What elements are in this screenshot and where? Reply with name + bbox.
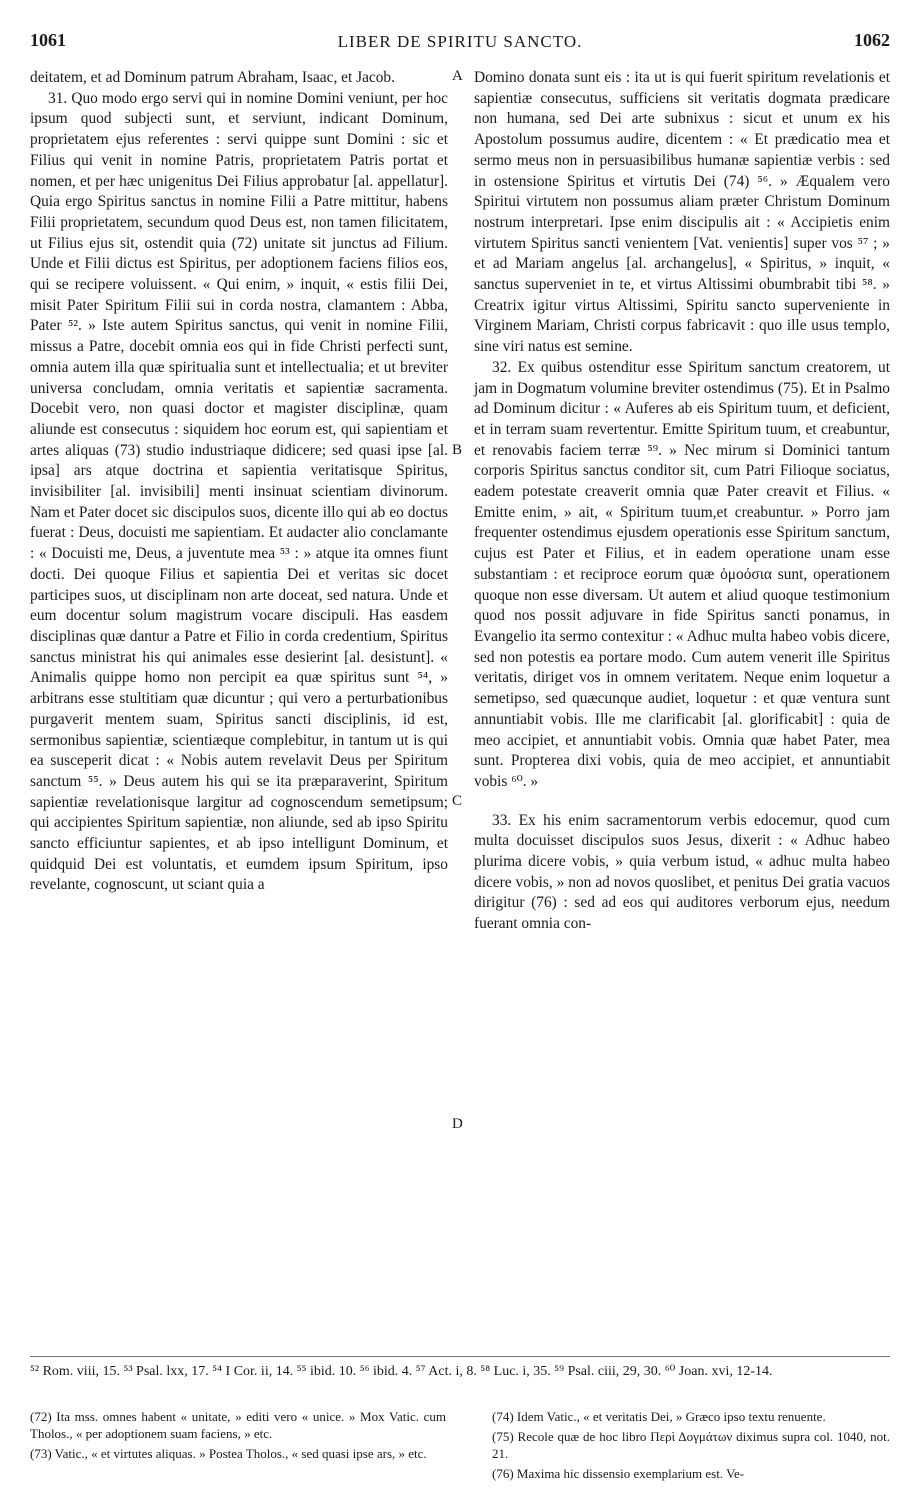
section-marker-a: A [452, 68, 463, 84]
paragraph-33: 33. Ex his enim sacramentorum verbis edocemur, quod cum multa docuisset discipulos suos Jesus, dixerit : « Adhuc habeo plurima dicere vobis, » quia verbum istud, « adhuc multa habeo dicere vobis, » non ad novos quoslibet, et penitus Dei gratia vacuos dirigitur (76) : sed ad eos qui auditores verborum ejus, needum fuerant omnia con- [474, 811, 890, 933]
footnote-divider [30, 1356, 890, 1357]
footnote-75: (75) Recole quæ de hoc libro Περὶ Δογμάτων diximus supra col. 1040, not. 21. [492, 1429, 890, 1461]
section-marker-b: B [452, 442, 463, 458]
left-text-column [30, 68, 448, 896]
right-column-number: 1062 [854, 30, 890, 50]
paragraph-31: 31. Quo modo ergo servi qui in nomine Domini veniunt, per hoc ipsum quod subjecti sunt, et serviunt, indicant Dominum, proprietatem ejus referentes : servi quippe sunt Domini : sic et Filius qui venit in nomine Patris, proprietatem Patris portat et nomen, et per hæc unigenitus Dei Filius approbatur [al. appellatur]. Quia ergo Spiritus sanctus in nomine Filii a Patre mittitur, habens Filii proprietatem, secundum quod Deus est, non tamen filicitatem, ut Filius ejus sit, ostendit quia (72) unitate sit junctus ad Filium. Unde et Filii dictus est Spiritus, per adoptionem faciens filios eos, qui se recipere voluissent. « Qui enim, » inquit, « estis filii Dei, misit Pater Spiritum Filii sui in corda nostra, clamantem : Abba, Pater ⁵². » Iste autem Spiritus sanctus, qui venit in nomine Filii, missus a Patre, docebit omnia eos qui in fide Christi perfecti sunt, omnia autem illa quæ spiritualia sunt et intellectualia; et ut breviter universa concludam, omnia veritatis et sapientiæ sacramenta. Docebit vero, non quasi doctor et magister disciplinæ, quam aliunde est consecutus : siquidem hoc eorum est, qui sapientiam et artes aliquas (73) studio industriaque didicere; sed quasi ipse [al. ipsa] ars atque doctrina et sapientia veritatisque Spiritus, invisibiliter [al. invisibili] menti insinuat scientiam divinorum. Nam et Pater docet sic discipulos suos, dicente illo qui ab eo doctus fuerat : Deus, docuisti me sapientiam. Et audacter alio conclamante : « Docuisti me, Deus, a juventute mea ⁵³ : » atque ita omnes fiunt docti. Dei quoque Filius et sapientia Dei et veritas sic docet participes suos, ut disciplinam non arte doceat, sed natura. Unde et eum docentur solum magistrum vocare discipuli. Has easdem disciplinas quæ dantur a Patre et Filio in corda credentium, Spiritus sanctus ministrat his qui animales esse desierint [al. desistunt]. « Animalis quippe homo non percipit ea quæ spiritus sunt ⁵⁴, » arbitrans esse stultitiam quæ dicuntur ; qui vero a perturbationibus purgaverit mentem suam, Spiritus sancti disciplinis, id est, sermonibus sapientiæ, scientiæque complebitur, in tantum ut is qui ea susceperit dicat : « Nobis autem revelavit Deus per Spiritum sanctum ⁵⁵. » Deus autem his qui se ita præparaverint, Spiritum sapientiæ revelationisque largitur ad cognoscendum semetipsum; qui accipientes Spiritum sapientiæ, non aliunde, sed ab ipso Spiritu sancto efficiuntur sapientes, et ab ipso intelligunt Dominum, et quidquid Dei est voluntatis, et eumdem ipsum Spiritum, ipso revelante, cognoscunt, ut sciant quia a [30, 89, 448, 894]
footnote-73: (73) Vatic., « et virtutes aliquas. » Postea Tholos., « sed quasi ipse ars, » etc. [30, 1446, 427, 1461]
scripture-references: ⁵² Rom. viii, 15. ⁵³ Psal. lxx, 17. ⁵⁴ I Cor. ii, 14. ⁵⁵ ibid. 10. ⁵⁶ ibid. 4. ⁵⁷ Act. i, 8. ⁵⁸ Luc. i, 35. ⁵⁹ Psal. ciii, 29, 30. ⁶⁰ Joan. xvi, 12-14. [30, 1364, 773, 1379]
page-header [30, 30, 890, 60]
right-text-column [474, 68, 890, 935]
footnotes-right [492, 1408, 890, 1485]
left-column-number: 1061 [30, 30, 66, 50]
running-title: LIBER DE SPIRITU SANCTO. [337, 32, 583, 51]
section-marker-d: D [452, 1116, 463, 1132]
paragraph-continuation: deitatem, et ad Dominum patrum Abraham, Isaac, et Jacob. [30, 69, 395, 86]
footnote-74: (74) Idem Vatic., « et veritatis Dei, » Græco ipso textu renuente. [492, 1409, 826, 1424]
paragraph-32: 32. Ex quibus ostenditur esse Spiritum sanctum creatorem, ut jam in Dogmatum volumine breviter ostendimus (75). Et in Psalmo ad Dominum dicitur : « Auferes ab eis Spiritum tuum, et deficient, et in terram suam revertentur. Emitte Spiritum tuum, et creabuntur, et renovabis faciem terræ ⁵⁹. » Nec mirum si Dominici tantum corporis Spiritus sanctus conditor sit, cum Patri Filioque sociatus, eadem potestate creaverit omnia quæ Pater creavit et Filius. « Emitte enim, » ait, « Spiritum tuum,et creabuntur. » Porro jam frequenter ostendimus ejusdem operationis esse Spiritum sanctum, cujus est Pater et Filius, et in eadem operatione unam esse substantiam : et reciproce eorum quæ ὁμοόσια sunt, operationem quoque non esse diversam. Ut autem et aliud quoque testimonium quod nos possit adjuvare in fide Spiritus sancti ponamus, in Evangelio ita sermo contexitur : « Adhuc multa habeo vobis dicere, sed non potestis ea portare modo. Cum autem venerit ille Spiritus veritatis, diriget vos in omnem veritatem. Neque enim loquetur a semetipso, sed quæcunque audiet, loquetur : et quæ ventura sunt annuntiabit vobis. Ille me clarificabit [al. glorificabit] : quia de meo accipiet, et annuntiabit vobis. Omnia quæ habet Pater, mea sunt. Propterea dixi vobis, quia de meo accipiet, et annuntiabit vobis ⁶⁰. » [474, 358, 890, 790]
section-marker-c: C [452, 793, 463, 809]
footnote-76: (76) Maxima hic dissensio exemplarium est. Ve- [492, 1466, 745, 1481]
paragraph-continuation-right: Domino donata sunt eis : ita ut is qui fuerit spiritum revelationis et sapientiæ consecutus, sufficiens sit veritatis dogmata prædicare non humana, sed Dei arte subnixus : sicut et unum ex his Apostolum possumus audire, dicentem : « Et prædicatio mea et sermo meus non in persuasibilibus humanæ sapientiæ verbis : sed in ostensione Spiritus et virtutis Dei (74) ⁵⁶. » Æqualem vero Spiritui virtutem non possumus aliam præter Christum Dominum nostrum interpretari. Ipse enim discipulis ait : « Accipietis enim virtutem Spiritus sancti venientem [Vat. venientis] super vos ⁵⁷ ; » et ad Mariam angelus [al. archangelus], « Spiritus, » inquit, « sanctus superveniet in te, et virtus Altissimi obumbrabit tibi ⁵⁸. » Creatrix igitur virtus Altissimi, Spiritu sancto superveniente in Virginem Mariam, Christi corpus fabricavit : quo ille usus templo, sine viri natus est semine. [474, 69, 890, 356]
footnote-72: (72) Ita mss. omnes habent « unitate, » editi vero « unice. » Mox Vatic. cum Tholos., « per adoptionem suam faciens, » etc. [30, 1409, 446, 1441]
footnotes-left [30, 1408, 446, 1465]
